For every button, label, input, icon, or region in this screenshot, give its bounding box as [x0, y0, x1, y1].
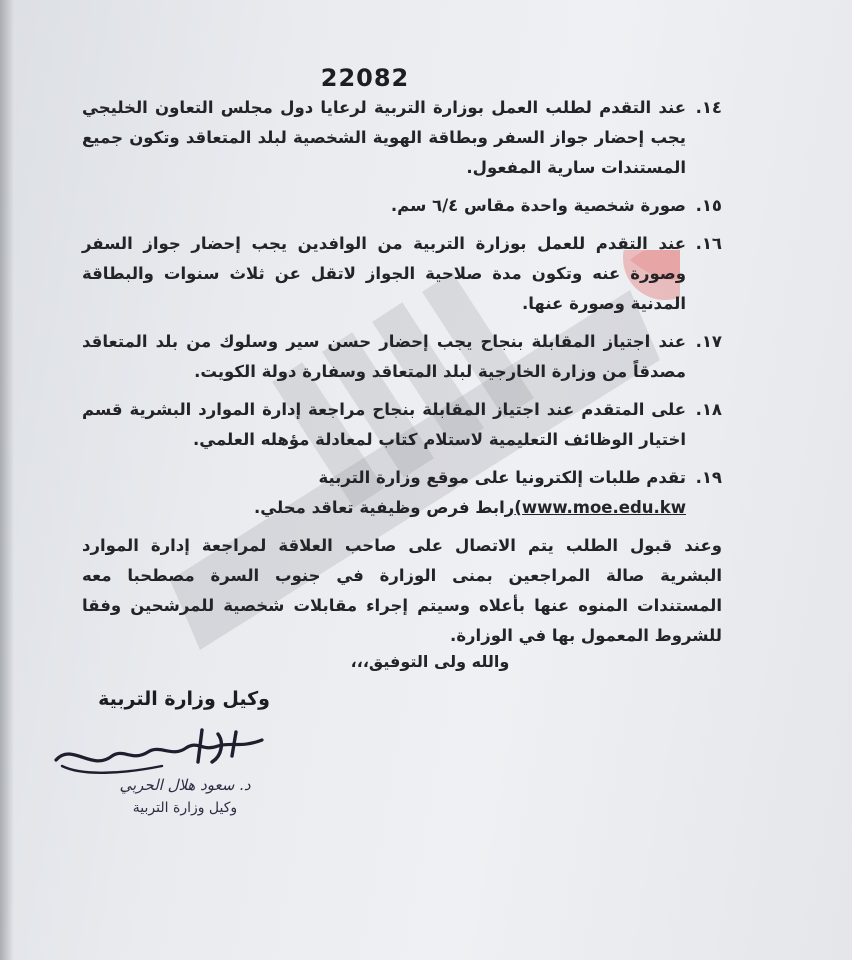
list-item — [82, 463, 722, 523]
item-number: ١٥. — [695, 196, 722, 215]
item-text: عند التقدم لطلب العمل بوزارة التربية لرعايا دول مجلس التعاون الخليجي يجب إحضار جواز السفر وبطاقة الهوية الشخصية لبلد المتعاقد وتكون جميع المستندات سارية المفعول. — [82, 98, 686, 177]
list-item — [82, 93, 722, 183]
list-item — [82, 327, 722, 387]
item-text: صورة شخصية واحدة مقاس ٦/٤ سم. — [390, 196, 686, 215]
page-shadow — [0, 0, 14, 960]
signatory-role: وكيل وزارة التربية — [132, 800, 238, 816]
list-item — [82, 191, 722, 221]
signatory-name: د. سعود هلال الحربي — [119, 776, 251, 794]
closing-paragraph: وعند قبول الطلب يتم الاتصال على صاحب العلاقة لمراجعة إدارة الموارد البشرية صالة المراجعين بمنى الوزارة في جنوب السرة مصطحبا معه المستندات المنوه عنها بأعلاه وسيتم إجراء مقابلات شخصية للمرشحين وفقا للشروط المعمول بها في الوزارة. — [82, 536, 722, 645]
item-number: ١٩. — [695, 468, 722, 487]
item-number: ١٦. — [695, 234, 722, 253]
signature-title: وكيل وزارة التربية — [98, 688, 270, 710]
list-item — [82, 395, 722, 455]
item-text: عند التقدم للعمل بوزارة التربية من الوافدين يجب إحضار جواز السفر وصورة عنه وتكون مدة صلاحية الجواز لاتقل عن ثلاث سنوات والبطاقة المدنية وصورة عنها. — [82, 234, 686, 313]
link-description: رابط فرص وظيفية تعاقد محلي. — [254, 498, 515, 517]
document-body — [82, 93, 722, 651]
item-number: ١٧. — [695, 332, 722, 351]
item-19-text: تقدم طلبات إلكترونيا على موقع وزارة التربية — [318, 468, 686, 487]
item-text: على المتقدم عند اجتياز المقابلة بنجاح مراجعة إدارة الموارد البشرية قسم اختيار الوظائف التعليمية لاستلام كتاب لمعادلة مؤهله العلمي. — [82, 400, 686, 449]
closing-greeting: والله ولى التوفيق،،، — [350, 652, 510, 671]
list-item — [82, 229, 722, 319]
website-url[interactable]: (www.moe.edu.kw — [514, 498, 686, 517]
document-number: 22082 — [320, 64, 410, 92]
item-text — [82, 463, 686, 523]
item-number: ١٨. — [695, 400, 722, 419]
handwritten-signature — [52, 722, 267, 784]
item-number: ١٤. — [695, 98, 722, 117]
item-text: عند اجتياز المقابلة بنجاح يجب إحضار حسن سير وسلوك من بلد المتعاقد مصدقاً من وزارة الخارجية لبلد المتعاقد وسفارة دولة الكويت. — [82, 332, 686, 381]
